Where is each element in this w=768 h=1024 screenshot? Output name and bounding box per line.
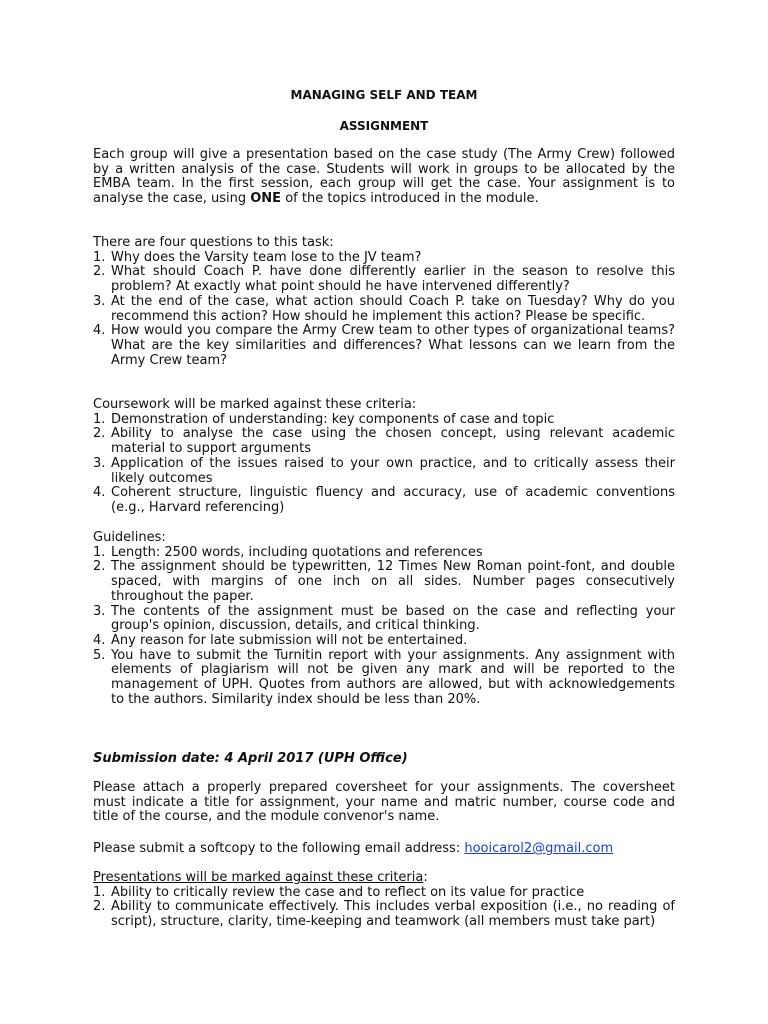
list-text: How would you compare the Army Crew team to other types of organizational teams? What are the key similarities and differences? What lessons can we learn from the Army Crew team? (111, 323, 675, 368)
list-text: The assignment should be typewritten, 12 Times New Roman point-font, and double spaced, with margins of one inch on all sides. Number pages consecutively throughout the paper. (111, 559, 675, 604)
list-item (93, 486, 675, 515)
list-text: Length: 2500 words, including quotations and references (111, 544, 483, 560)
questions-lead: There are four questions to this task: (93, 235, 334, 250)
list-text: Why does the Varsity team lose to the JV team? (111, 249, 422, 265)
list-item (93, 605, 675, 634)
list-item (93, 560, 675, 604)
intro-text-end: of the topics introduced in the module. (281, 191, 539, 207)
questions-list (93, 251, 675, 369)
presentations-list (93, 886, 675, 930)
list-text: What should Coach P. have done differently earlier in the season to resolve this problem? At exactly what point should he have intervened differently? (111, 264, 675, 295)
intro-paragraph (93, 148, 675, 207)
presentations-lead (93, 871, 675, 886)
intro-emphasis: ONE (250, 191, 282, 207)
list-number: 1. (93, 884, 106, 900)
list-number: 2. (93, 899, 106, 915)
submission-date: Submission date: 4 April 2017 (UPH Office) (93, 751, 408, 766)
presentations-lead-text: Presentations will be marked against these criteria (93, 870, 424, 885)
list-number: 4. (93, 323, 106, 339)
list-text: Ability to critically review the case and to reflect on its value for practice (111, 884, 585, 900)
questions-section (93, 236, 675, 368)
list-text: Application of the issues raised to your own practice, and to critically assess their likely outcomes (111, 455, 675, 486)
list-number: 3. (93, 603, 106, 619)
list-item (93, 427, 675, 456)
list-number: 3. (93, 293, 106, 309)
guidelines-section (93, 531, 675, 707)
list-number: 4. (93, 632, 106, 648)
list-item (93, 265, 675, 294)
coursework-section (93, 398, 675, 516)
coursework-lead: Coursework will be marked against these criteria: (93, 397, 417, 412)
list-text: At the end of the case, what action should Coach P. take on Tuesday? Why do you recommend this action? How should he implement this action? Please be specific. (111, 293, 675, 324)
list-number: 2. (93, 426, 106, 442)
list-text: You have to submit the Turnitin report with your assignments. Any assignment with elements of plagiarism will not be given any mark and will be reported to the management of UPH. Quotes from authors are allowed, but with acknowledgements to the authors. Similarity index should be less than 20%. (111, 647, 675, 707)
coursework-list (93, 413, 675, 516)
list-item (93, 546, 675, 561)
list-text: The contents of the assignment must be based on the case and reflecting your group's opinion, discussion, details, and critical thinking. (111, 603, 675, 634)
list-text: Any reason for late submission will not be entertained. (111, 632, 468, 648)
intro-text: Each group will give a presentation based on the case study (The Army Crew) followed by a written analysis of the case. Students will work in groups to be allocated by the EMBA team. In the first session, each group will get the case. Your assignment is to analyse the case, using (93, 147, 675, 207)
presentations-lead-colon: : (423, 870, 428, 885)
list-item (93, 649, 675, 708)
list-item (93, 251, 675, 266)
presentations-section (93, 871, 675, 930)
guidelines-list (93, 546, 675, 708)
list-text: Ability to analyse the case using the chosen concept, using relevant academic material to support arguments (111, 426, 675, 457)
list-number: 4. (93, 485, 106, 501)
list-number: 2. (93, 264, 106, 280)
list-item (93, 413, 675, 428)
list-text: Ability to communicate effectively. This includes verbal exposition (i.e., no reading of script), structure, clarity, time-keeping and teamwork (all members must take part) (111, 899, 675, 930)
document-subtitle: ASSIGNMENT (339, 119, 429, 133)
list-item (93, 295, 675, 324)
coversheet-paragraph: Please attach a properly prepared coversheet for your assignments. The coversheet must indicate a title for assignment, your name and matric number, course code and title of the course, and the module convenor's name. (93, 780, 675, 825)
list-number: 2. (93, 559, 106, 575)
list-item (93, 900, 675, 929)
list-number: 3. (93, 455, 106, 471)
email-link[interactable]: hooicarol2@gmail.com (464, 841, 614, 856)
list-item (93, 324, 675, 368)
list-number: 1. (93, 411, 106, 427)
list-item (93, 457, 675, 486)
list-text: Coherent structure, linguistic fluency and accuracy, use of academic conventions (e.g., Harvard referencing) (111, 485, 675, 515)
list-item (93, 634, 675, 649)
document-title: MANAGING SELF AND TEAM (290, 88, 478, 102)
list-number: 5. (93, 647, 106, 663)
list-text: Demonstration of understanding: key components of case and topic (111, 411, 555, 427)
list-number: 1. (93, 249, 106, 265)
list-number: 1. (93, 544, 106, 560)
softcopy-paragraph (93, 842, 675, 857)
guidelines-lead: Guidelines: (93, 530, 166, 545)
list-item (93, 886, 675, 901)
softcopy-text: Please submit a softcopy to the following email address: (93, 841, 465, 856)
